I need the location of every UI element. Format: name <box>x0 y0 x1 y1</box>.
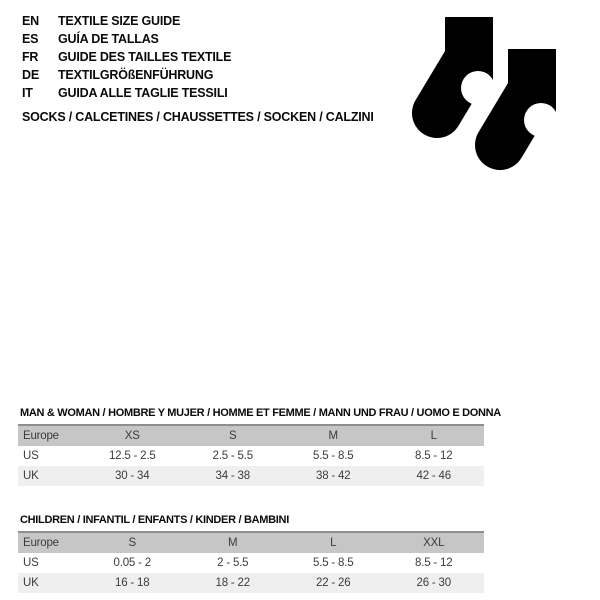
size-cell: 5.5 - 8.5 <box>313 557 354 569</box>
sock-right-shape <box>500 49 558 145</box>
size-cell: 16 - 18 <box>115 577 150 589</box>
children-uk-row <box>18 573 484 593</box>
language-list <box>22 12 231 102</box>
column-header-size: L <box>430 430 437 442</box>
language-row-en <box>22 12 231 30</box>
children-size-table <box>18 513 484 593</box>
man-woman-header-row <box>18 425 484 446</box>
size-cell: 8.5 - 12 <box>415 450 453 462</box>
language-row-fr <box>22 48 231 66</box>
size-cell: 8.5 - 12 <box>415 557 453 569</box>
man-woman-table-title: MAN & WOMAN / HOMBRE Y MUJER / HOMME ET FEMME / MANN UND FRAU / UOMO E DONNA <box>20 407 501 419</box>
column-header-size: S <box>128 537 136 549</box>
man-woman-table <box>18 424 484 486</box>
region-label: UK <box>23 577 39 589</box>
sock-left-shape <box>437 17 495 113</box>
language-code: EN <box>22 14 39 28</box>
column-header-size: L <box>330 537 337 549</box>
size-cell: 18 - 22 <box>215 577 250 589</box>
size-cell: 42 - 46 <box>416 470 451 482</box>
man-woman-size-table <box>18 406 501 486</box>
children-table <box>18 531 484 593</box>
size-cell: 26 - 30 <box>416 577 451 589</box>
region-label: UK <box>23 470 39 482</box>
guide-title-es: GUÍA DE TALLAS <box>58 32 159 46</box>
socks-icon <box>412 17 562 171</box>
language-row-de <box>22 66 231 84</box>
size-cell: 12.5 - 2.5 <box>108 450 156 462</box>
language-code: DE <box>22 68 39 82</box>
column-header-size: S <box>229 430 237 442</box>
column-header-size: M <box>228 537 238 549</box>
column-header-size: M <box>328 430 338 442</box>
region-label: US <box>23 557 39 569</box>
language-row-it <box>22 84 231 102</box>
size-cell: 22 - 26 <box>316 577 351 589</box>
guide-title-fr: GUIDE DES TAILLES TEXTILE <box>58 50 232 64</box>
language-code: FR <box>22 50 39 64</box>
region-label: US <box>23 450 39 462</box>
children-header-row <box>18 532 484 553</box>
language-row-es <box>22 30 231 48</box>
category-title: SOCKS / CALCETINES / CHAUSSETTES / SOCKEN / CALZINI <box>22 110 374 124</box>
children-table-title: CHILDREN / INFANTIL / ENFANTS / KINDER / BAMBINI <box>20 514 289 526</box>
size-cell: 5.5 - 8.5 <box>313 450 354 462</box>
size-cell: 38 - 42 <box>316 470 351 482</box>
man-woman-us-row <box>18 446 484 466</box>
size-cell: 30 - 34 <box>115 470 150 482</box>
children-us-row <box>18 553 484 573</box>
column-header-region: Europe <box>23 430 59 442</box>
size-cell: 34 - 38 <box>215 470 250 482</box>
column-header-size: XXL <box>423 537 445 549</box>
language-code: ES <box>22 32 39 46</box>
column-header-region: Europe <box>23 537 59 549</box>
size-cell: 2.5 - 5.5 <box>212 450 253 462</box>
guide-title-de: TEXTILGRÖßENFÜHRUNG <box>58 68 214 82</box>
size-cell: 2 - 5.5 <box>217 557 249 569</box>
column-header-size: XS <box>124 430 140 442</box>
guide-title-en: TEXTILE SIZE GUIDE <box>58 14 181 28</box>
language-code: IT <box>22 86 33 100</box>
man-woman-uk-row <box>18 466 484 486</box>
size-cell: 0.05 - 2 <box>113 557 151 569</box>
guide-title-it: GUIDA ALLE TAGLIE TESSILI <box>58 86 228 100</box>
